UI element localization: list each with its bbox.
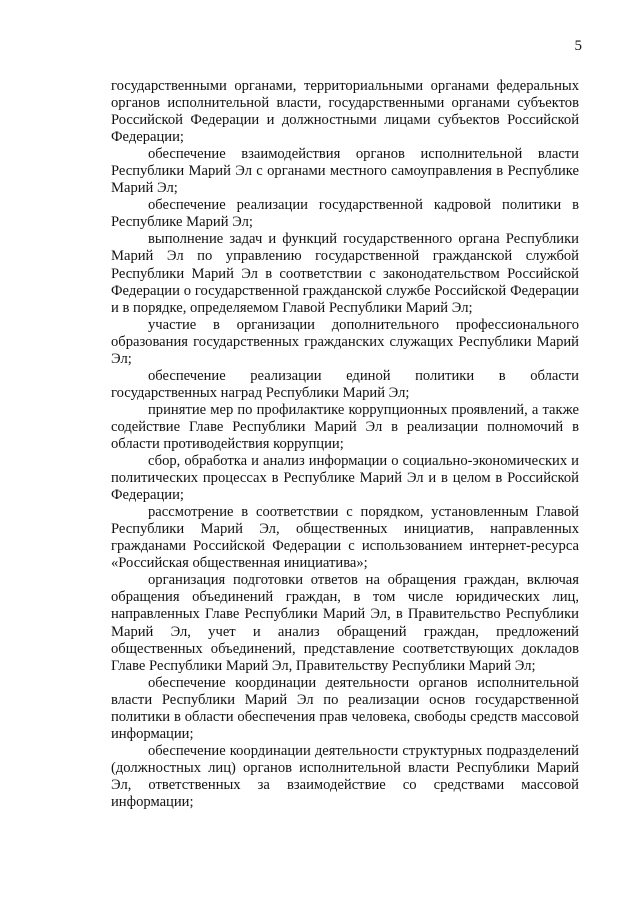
document-body [111,78,579,811]
paragraph: участие в организации дополнительного профессионального образования государственных гражданских служащих Республики Марий Эл; [111,316,579,367]
page-number: 5 [574,38,582,54]
paragraph: выполнение задач и функций государственного органа Республики Марий Эл по управлению государственной гражданской службой Республики Марий Эл в соответствии с законодательством Российской Федерации о государственной гражданской службе Российской Федерации и в порядке, определяемом Главой Республики Марий Эл; [111,231,579,316]
paragraph: обеспечение координации деятельности органов исполнительной власти Республики Марий Эл по реализации основ государственной политики в области обеспечения прав человека, свободы средств массовой информации; [111,674,579,742]
paragraph: обеспечение реализации государственной кадровой политики в Республике Марий Эл; [111,197,579,231]
paragraph: принятие мер по профилактике коррупционных проявлений, а также содействие Главе Республики Марий Эл в реализации полномочий в области противодействия коррупции; [111,401,579,452]
paragraph: обеспечение реализации единой политики в области государственных наград Республики Марий Эл; [111,367,579,401]
paragraph: обеспечение взаимодействия органов исполнительной власти Республики Марий Эл с органами местного самоуправления в Республике Марий Эл; [111,146,579,197]
paragraph: сбор, обработка и анализ информации о социально-экономических и политических процессах в Республике Марий Эл и в целом в Российской Федерации; [111,453,579,504]
paragraph: рассмотрение в соответствии с порядком, установленным Главой Республики Марий Эл, общественных инициатив, направленных гражданами Российской Федерации с использованием интернет-ресурса «Российская общественная инициатива»; [111,504,579,572]
paragraph-continuation: государственными органами, территориальными органами федеральных органов исполнительной власти, государственными органами субъектов Российской Федерации и должностными лицами субъектов Российской Федерации; [111,78,579,146]
paragraph: обеспечение координации деятельности структурных подразделений (должностных лиц) органов исполнительной власти Республики Марий Эл, ответственных за взаимодействие со средствами массовой информации; [111,742,579,810]
paragraph: организация подготовки ответов на обращения граждан, включая обращения объединений граждан, в том числе юридических лиц, направленных Главе Республики Марий Эл, в Правительство Республики Марий Эл, учет и анализ обращений граждан, предложений общественных объединений, представление соответствующих докладов Главе Республики Марий Эл, Правительству Республики Марий Эл; [111,572,579,674]
